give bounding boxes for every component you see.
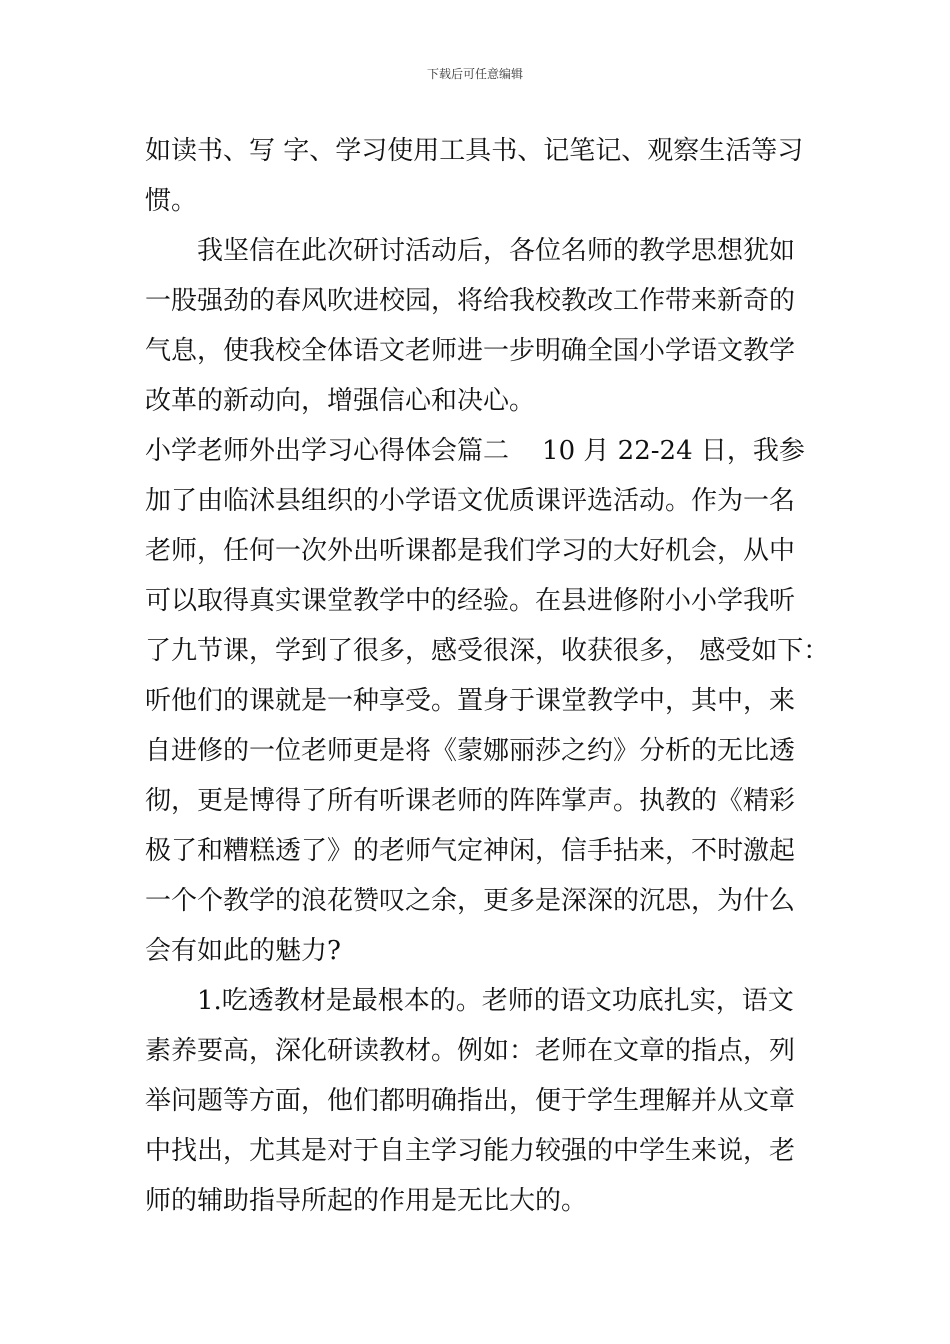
text-line: 中找出，尤其是对于自主学习能力较强的中学生来说，老 [145, 1136, 796, 1166]
paragraph-start-line: 1.吃透教材是最根本的。老师的语文功底扎实，语文 [197, 986, 794, 1016]
text-line: 加了由临沭县组织的小学语文优质课评选活动。作为一名 [145, 486, 796, 516]
text-line: 如读书、写 字、学习使用工具书、记笔记、观察生活等习 [145, 136, 804, 166]
text-line: 听他们的课就是一种享受。置身于课堂教学中，其中，来 [145, 686, 796, 716]
text-line: 师的辅助指导所起的作用是无比大的。 [145, 1186, 588, 1216]
text-line: 老师，任何一次外出听课都是我们学习的大好机会，从中 [145, 536, 796, 566]
paragraph-start-line: 我坚信在此次研讨活动后，各位名师的教学思想犹如 [197, 236, 796, 266]
text-line: 惯。 [145, 186, 198, 216]
text-line: 一个个教学的浪花赞叹之余，更多是深深的沉思，为什么 [145, 886, 796, 916]
text-line: 彻，更是博得了所有听课老师的阵阵掌声。执教的《精彩 [145, 786, 796, 816]
text-line: 会有如此的魅力? [145, 936, 341, 966]
text-line: 自进修的一位老师更是将《蒙娜丽莎之约》分析的无比透 [145, 736, 796, 766]
page-header-note: 下载后可任意编辑 [426, 67, 523, 81]
text-line: 举问题等方面，他们都明确指出，便于学生理解并从文章 [145, 1086, 796, 1116]
document-body [145, 126, 830, 1226]
text-line: 素养要高，深化研读教材。例如：老师在文章的指点，列 [145, 1036, 796, 1066]
text-line: 一股强劲的春风吹进校园，将给我校教改工作带来新奇的 [145, 286, 796, 316]
text-line: 极了和糟糕透了》的老师气定神闲，信手拈来，不时激起 [145, 836, 796, 866]
section-heading-line: 小学老师外出学习心得体会篇二 10 月 22-24 日，我参 [145, 436, 805, 466]
text-line: 气息，使我校全体语文老师进一步明确全国小学语文教学 [145, 336, 796, 366]
text-line: 改革的新动向，增强信心和决心。 [145, 386, 536, 416]
text-line: 可以取得真实课堂教学中的经验。在县进修附小小学我听 [145, 586, 796, 616]
text-line: 了九节课，学到了很多，感受很深，收获很多， 感受如下： [145, 636, 830, 666]
